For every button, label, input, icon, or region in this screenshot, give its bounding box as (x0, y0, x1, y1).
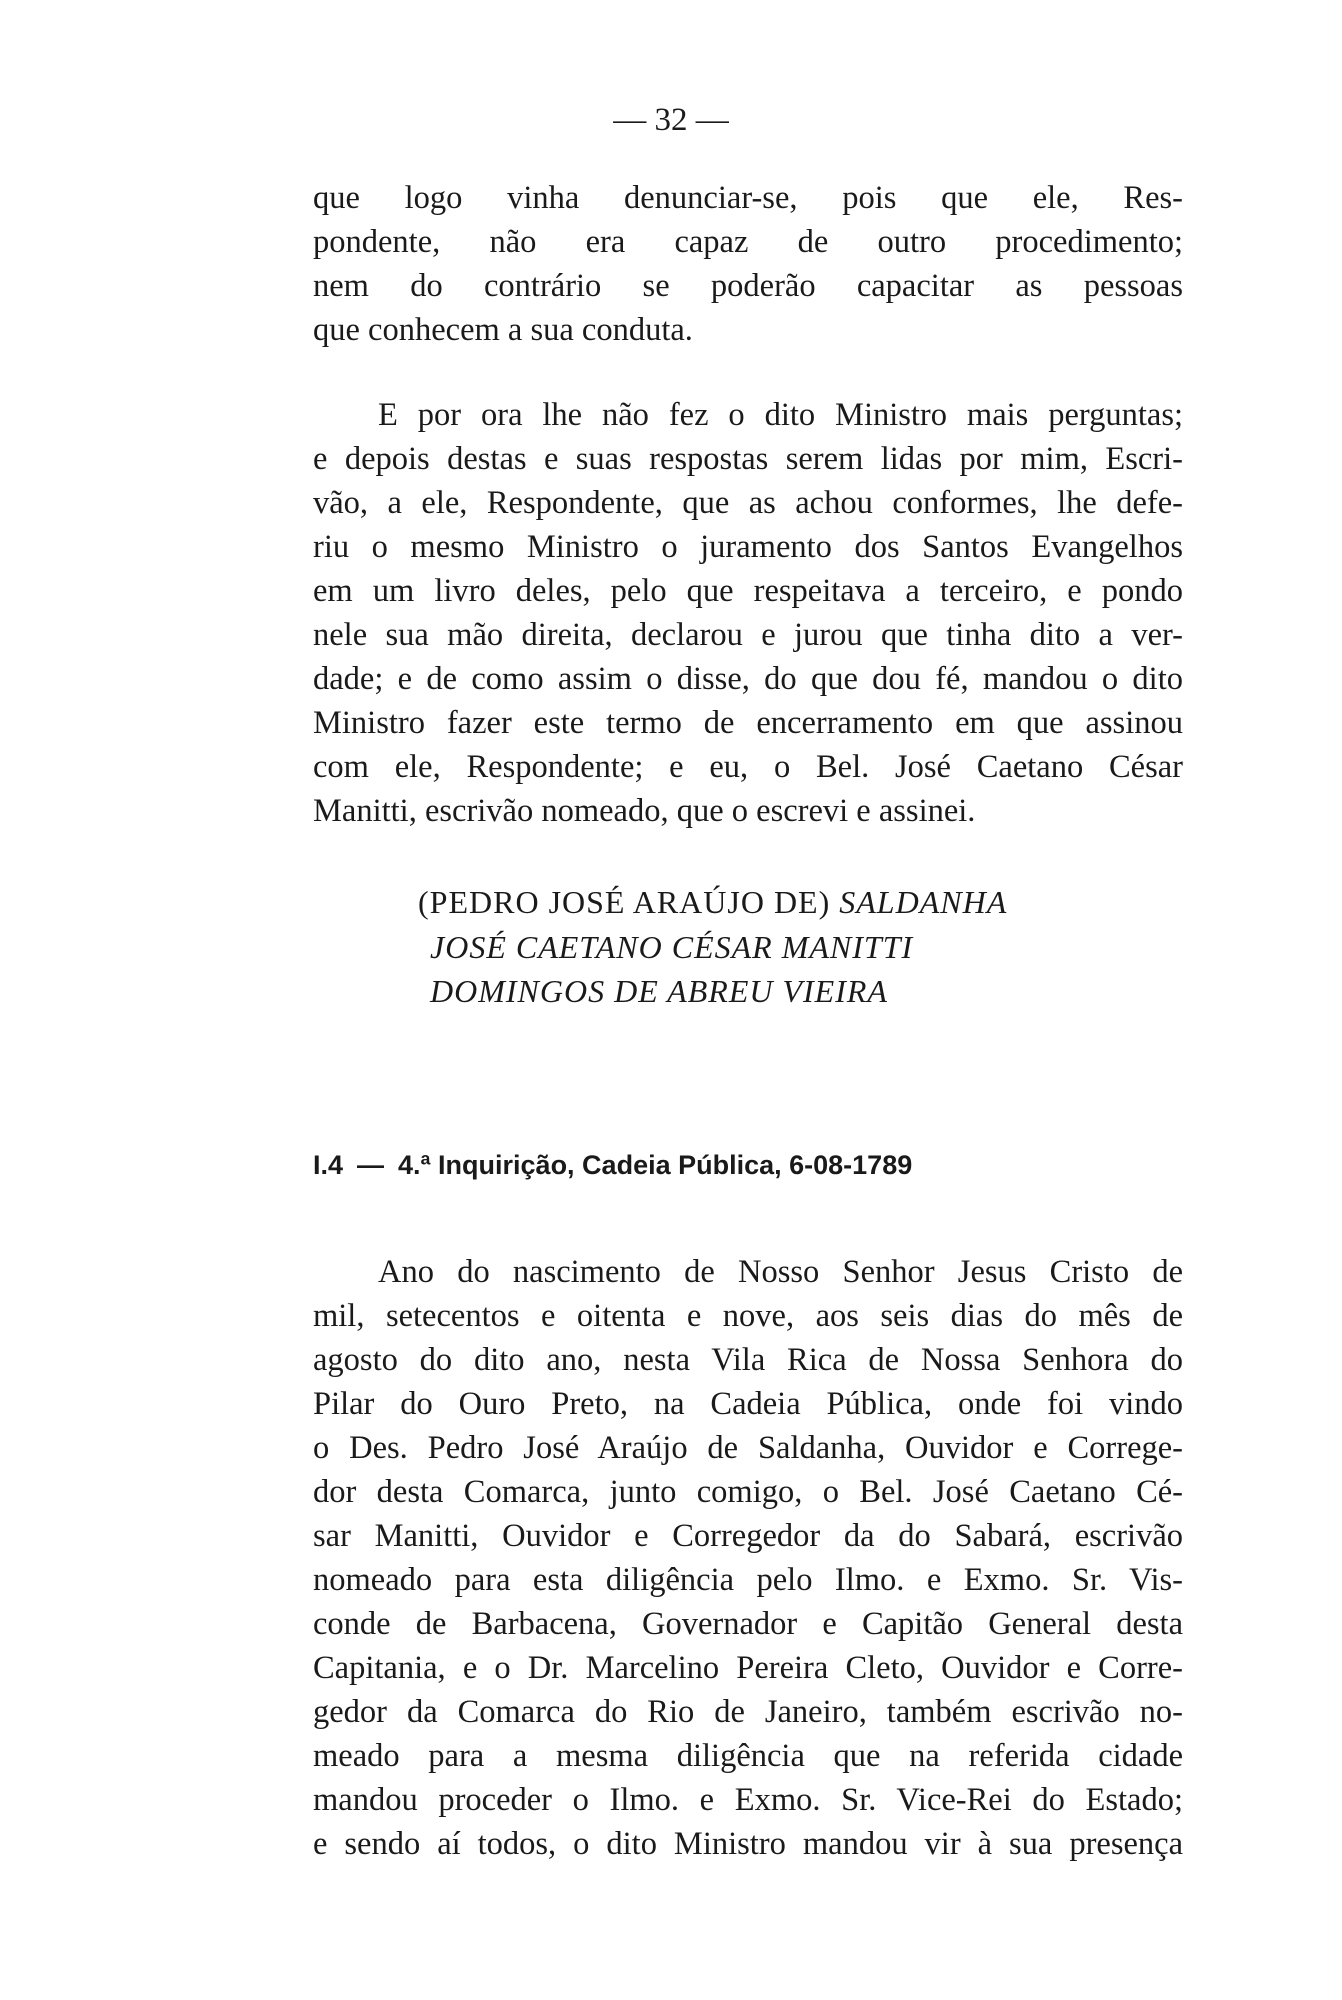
text-line: meado para a mesma diligência que na referida cidade (313, 1738, 1183, 1774)
text-line: com ele, Respondente; e eu, o Bel. José Caetano César (313, 749, 1183, 785)
text-line: Pilar do Ouro Preto, na Cadeia Pública, onde foi vindo (313, 1386, 1183, 1422)
text-line: Ministro fazer este termo de encerramento em que assinou (313, 705, 1183, 741)
text-line: Capitania, e o Dr. Marcelino Pereira Cleto, Ouvidor e Corre- (313, 1650, 1183, 1686)
text-line: e depois destas e suas respostas serem lidas por mim, Escri- (313, 441, 1183, 477)
text-line: Manitti, escrivão nomeado, que o escrevi e assinei. (313, 793, 976, 829)
text-line: pondente, não era capaz de outro procedimento; (313, 224, 1183, 260)
paragraph-2 (313, 393, 1183, 833)
text-line: vão, a ele, Respondente, que as achou conformes, lhe defe- (313, 485, 1183, 521)
paragraph-3 (313, 1250, 1183, 1866)
section-number: I.4 (313, 1150, 344, 1180)
section-dash: — (357, 1150, 385, 1180)
section-title: 4.ª Inquirição, Cadeia Pública, 6-08-1789 (398, 1150, 913, 1180)
text-line: nem do contrário se poderão capacitar as pessoas (313, 268, 1183, 304)
text-line: nomeado para esta diligência pelo Ilmo. e Exmo. Sr. Vis- (313, 1562, 1183, 1598)
signature-manitti: JOSÉ CAETANO CÉSAR MANITTI (430, 929, 914, 965)
text-line: que conhecem a sua conduta. (313, 312, 693, 348)
text-line: mil, setecentos e oitenta e nove, aos seis dias do mês de (313, 1298, 1183, 1334)
text-line: agosto do dito ano, nesta Vila Rica de Nossa Senhora do (313, 1342, 1183, 1378)
section-heading (313, 1150, 912, 1181)
text-line: Ano do nascimento de Nosso Senhor Jesus Cristo de (378, 1254, 1183, 1290)
text-line: sar Manitti, Ouvidor e Corregedor da do Sabará, escrivão (313, 1518, 1183, 1554)
signature-prefix: (PEDRO JOSÉ ARAÚJO DE) (418, 884, 831, 920)
signature-name: SALDANHA (839, 884, 1008, 920)
text-line: que logo vinha denunciar-se, pois que ele, Res- (313, 180, 1183, 216)
text-line: em um livro deles, pelo que respeitava a terceiro, e pondo (313, 573, 1183, 609)
text-line: e sendo aí todos, o dito Ministro mandou vir à sua presença (313, 1826, 1183, 1862)
paragraph-1 (313, 176, 1183, 352)
text-line: riu o mesmo Ministro o juramento dos Santos Evangelhos (313, 529, 1183, 565)
text-line: conde de Barbacena, Governador e Capitão General desta (313, 1606, 1183, 1642)
page-number: — 32 — (613, 102, 729, 138)
text-line: dor desta Comarca, junto comigo, o Bel. José Caetano Cé- (313, 1474, 1183, 1510)
text-line: o Des. Pedro José Araújo de Saldanha, Ouvidor e Correge- (313, 1430, 1183, 1466)
text-line: nele sua mão direita, declarou e jurou que tinha dito a ver- (313, 617, 1183, 653)
text-line: mandou proceder o Ilmo. e Exmo. Sr. Vice-Rei do Estado; (313, 1782, 1183, 1818)
text-line: E por ora lhe não fez o dito Ministro mais perguntas; (378, 397, 1183, 433)
text-line: gedor da Comarca do Rio de Janeiro, também escrivão no- (313, 1694, 1183, 1730)
signature-saldanha (418, 880, 1007, 924)
text-line: dade; e de como assim o disse, do que dou fé, mandou o dito (313, 661, 1183, 697)
signature-vieira: DOMINGOS DE ABREU VIEIRA (430, 973, 888, 1009)
